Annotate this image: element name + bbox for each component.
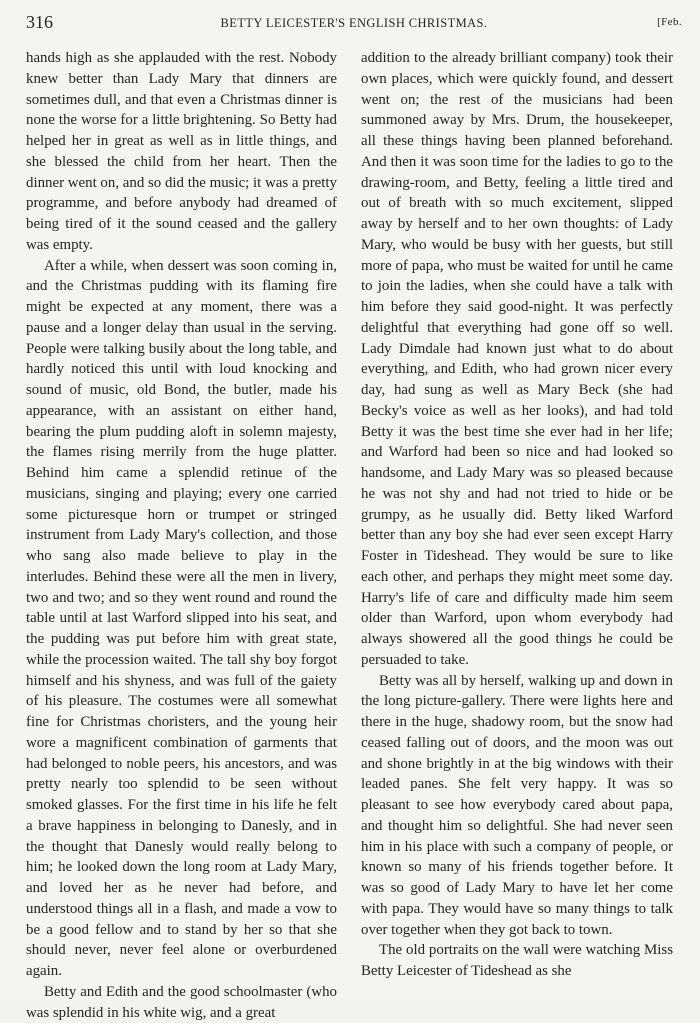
running-title: BETTY LEICESTER'S ENGLISH CHRISTMAS. [220,16,488,30]
page-number: 316 [26,12,53,32]
paragraph: hands high as she applauded with the rest. Nobody knew better than Lady Mary that dinners are sometimes dull, and that even a Christmas dinner is none the worse for a little brightening. So Betty had helped her in great as well as in little things, and she blessed the child from her heart. Then the dinner went on, and so did the music; it was a pretty programme, and before anybody had dreamed of being tired of it the sound ceased and the gallery was empty. [26,50,337,253]
issue-month: [Feb. [657,16,682,28]
running-head [26,14,682,40]
paragraph: Betty and Edith and the good schoolmaster (who was splendid in his white wig, and a great [26,983,337,1021]
paragraph: addition to the already brilliant company) took their own places, which were quickly found, and dessert went on; the rest of the musicians had been summoned away by Mrs. Drum, the housekeeper, all these things having been planned beforehand. And then it was soon time for the ladies to go to the drawing-room, and Betty, feeling a little tired and out of breath with so much excitement, slipped away by herself and to her own thoughts: of Lady Mary, who would be busy with her guests, but still more of papa, who must be waited for until he came to join the ladies, when she could have a talk with him before they said good-night. It was perfectly delightful that everything had gone off so well. Lady Dimdale had known just what to do about everything, and Edith, who had grown nicer every day, had sung as well as Mary Beck (she had Becky's voice as well as her looks), and had told Betty it was the best time she ever had in her life; and Warford had been so nice and had looked so handsome, and Lady Mary was so pleased because he was not shy and had not tried to hide or be grumpy, as he usually did. Betty liked Warford better than any boy she had ever seen except Harry Foster in Tideshead. They would be sure to like each other, and perhaps they might meet some day. Harry's life of care and difficulty made him seem older than Warford, upon whom everybody had always showered all the good things he could be persuaded to take. [361,50,673,668]
paragraph: The old portraits on the wall were watching Miss Betty Leicester of Tideshead as she [361,942,673,979]
right-column [361,48,673,982]
paragraph: Betty was all by herself, walking up and down in the long picture-gallery. There were lights here and there in the huge, shadowy room, but the snow had ceased falling out of doors, and the moon was out and shone brightly in at the big windows with their leaded panes. She felt very happy. It was so pleasant to see how everybody cared about papa, and thought him so delightful. She had never seen him in his place with such a company of people, or known so many of his friends together before. It was so good of Lady Mary to have let her come with papa. They would have so many things to talk over together when they got back to town. [361,672,673,938]
left-column [26,48,337,1023]
paragraph: After a while, when dessert was soon coming in, and the Christmas pudding with its flaming fire might be expected at any moment, there was a pause and a longer delay than usual in the serving. People were talking busily about the long table, and hardly noticed this until with loud knocking and sound of music, old Bond, the butler, made his appearance, with an assistant on either hand, bearing the plum pudding aloft in solemn majesty, the flames rising merrily from the huge platter. Behind him came a splendid retinue of the musicians, singing and playing; every one carried some picturesque horn or trumpet or stringed instrument from Lady Mary's collection, and those who sang also made believe to play in the interludes. Behind these were all the men in livery, two and two; and so they went round and round the table until at last Warford slipped into his seat, and the pudding was put before him with great state, while the procession waited. The tall shy boy forgot himself and his shyness, and was full of the gaiety of his pleasure. The costumes were all somewhat fine for Christmas choristers, and the young heir wore a magnificent combination of garments that had belonged to noble peers, his ancestors, and was pretty nearly too splendid to be seen without smoked glasses. For the first time in his life he felt a brave happiness in belonging to Danesly, and in the thought that Danesly would really belong to him; he looked down the long room at Lady Mary, and loved her as he never had before, and understood things all in a flash, and made a vow to be a good fellow and to stand by her so that she should never, never feel alone or overburdened again. [26,257,337,979]
